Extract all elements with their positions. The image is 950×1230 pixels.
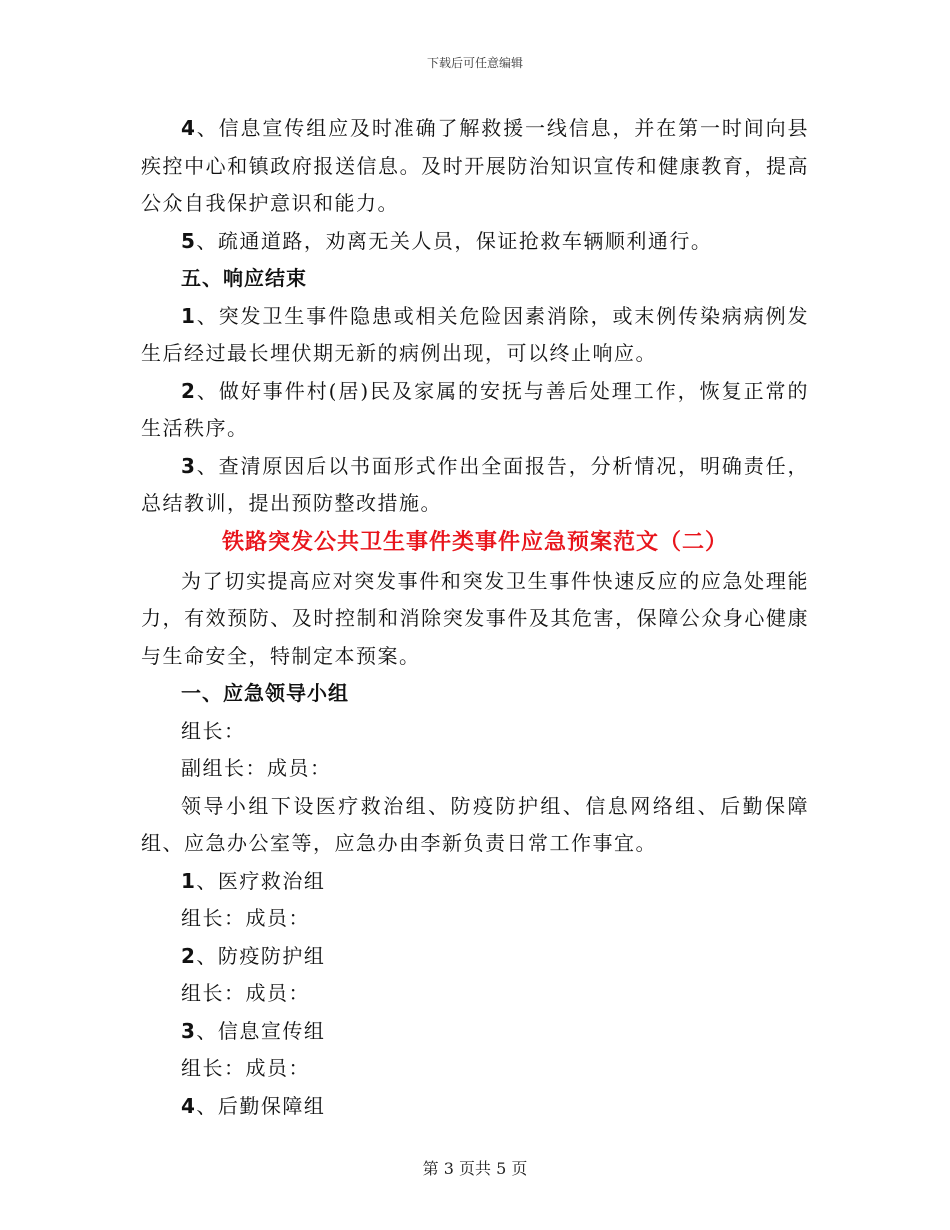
paragraph: 组长： [181,718,246,743]
paragraph: 组长：成员： [181,1056,310,1080]
paragraph: 组长：成员： [181,981,310,1005]
document-body [141,110,809,1125]
document-title: 铁路突发公共卫生事件类事件应急预案范文（二） [221,529,728,555]
paragraph: 领导小组下设医疗救治组、防疫防护组、信息网络组、后勤保障组、应急办公室等，应急办由李新负责日常工作事宜。 [141,793,809,855]
paragraph: 3、查清原因后以书面形式作出全面报告，分析情况，明确责任，总结教训，提出预防整改措施。 [141,453,809,515]
paragraph: 1、突发卫生事件隐患或相关危险因素消除，或末例传染病病例发生后经过最长埋伏期无新的病例出现，可以终止响应。 [141,303,809,365]
paragraph: 组长：成员： [181,906,310,930]
section-heading: 五、响应结束 [181,266,307,290]
page-footer: 第 3 页共 5 页 [422,1159,528,1178]
paragraph: 4、后勤保障组 [181,1093,326,1118]
section-heading: 一、应急领导小组 [181,681,349,705]
paragraph: 为了切实提高应对突发事件和突发卫生事件快速反应的应急处理能力，有效预防、及时控制和消除突发事件及其危害，保障公众身心健康与生命安全，特制定本预案。 [141,568,809,668]
paragraph: 副组长：成员： [181,756,332,780]
paragraph: 2、防疫防护组 [181,943,326,968]
header-note: 下载后可任意编辑 [426,56,523,70]
paragraph: 3、信息宣传组 [181,1018,326,1043]
paragraph: 1、医疗救治组 [181,868,326,893]
paragraph: 2、做好事件村(居)民及家属的安抚与善后处理工作，恢复正常的生活秩序。 [141,378,809,440]
paragraph: 5、疏通道路，劝离无关人员，保证抢救车辆顺利通行。 [181,228,713,253]
paragraph: 4、信息宣传组应及时准确了解救援一线信息，并在第一时间向县疾控中心和镇政府报送信息。及时开展防治知识宣传和健康教育，提高公众自我保护意识和能力。 [141,116,809,215]
